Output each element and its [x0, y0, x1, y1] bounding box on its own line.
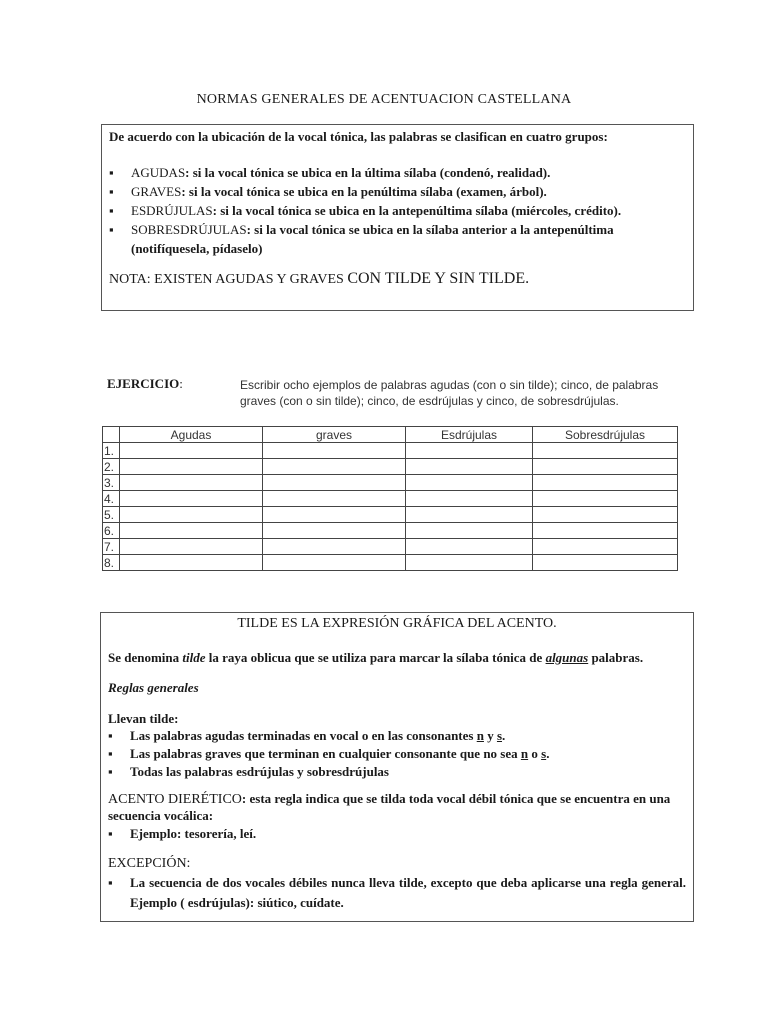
- answer-cell[interactable]: [533, 475, 678, 491]
- list-item: [108, 745, 686, 763]
- row-number: 6.: [103, 523, 120, 539]
- tilde-definition: [108, 649, 686, 666]
- rule-text: Todas las palabras esdrújulas y sobresdrújulas: [130, 764, 389, 779]
- answer-cell[interactable]: [120, 523, 263, 539]
- table-row: [103, 555, 678, 571]
- answer-cell[interactable]: [120, 491, 263, 507]
- rule-text: o: [528, 746, 542, 761]
- answer-cell[interactable]: [120, 459, 263, 475]
- answer-cell[interactable]: [533, 491, 678, 507]
- acento-example-list: [108, 824, 686, 843]
- exception-list: [108, 873, 686, 913]
- answer-cell[interactable]: [263, 555, 406, 571]
- column-header-sobresdrujulas: Sobresdrújulas: [533, 427, 678, 443]
- definition-emphasis: algunas: [545, 650, 589, 665]
- exercise-table: [102, 426, 678, 571]
- general-rules-heading: Reglas generales: [108, 680, 199, 695]
- answer-cell[interactable]: [533, 443, 678, 459]
- definition-text: la raya oblicua que se utiliza para marcar la sílaba tónica de: [205, 650, 546, 665]
- exercise-label: [107, 376, 183, 392]
- note-text: NOTA: EXISTEN AGUDAS Y GRAVES: [109, 272, 348, 287]
- answer-cell[interactable]: [263, 507, 406, 523]
- list-item: [109, 201, 686, 220]
- row-number: 1.: [103, 443, 120, 459]
- rule-text: .: [502, 728, 506, 743]
- acento-dieretico: [108, 791, 686, 824]
- note: [109, 270, 686, 288]
- rule-text: .: [546, 746, 550, 761]
- table-row: [103, 523, 678, 539]
- exercise-colon: :: [179, 376, 183, 391]
- rule-text: y: [483, 728, 497, 743]
- answer-cell[interactable]: [533, 555, 678, 571]
- note-emphasis: CON TILDE Y SIN TILDE.: [347, 270, 530, 287]
- term-label: GRAVES: [131, 184, 182, 199]
- exercise-instructions: Escribir ocho ejemplos de palabras agudas (con o sin tilde); cinco, de palabras graves (con o sin tilde); cinco, de esdrújulas y cinco, de sobresdrújulas.: [240, 378, 659, 408]
- tilde-rules-box: [100, 612, 694, 922]
- definition-text: palabras.: [588, 650, 644, 665]
- example-text: Ejemplo: tesorería, leí.: [130, 826, 257, 841]
- exercise-title: EJERCICIO: [107, 376, 180, 391]
- row-number: 8.: [103, 555, 120, 571]
- answer-cell[interactable]: [406, 555, 533, 571]
- row-number: 5.: [103, 507, 120, 523]
- table-row: [103, 491, 678, 507]
- classification-intro: De acuerdo con la ubicación de la vocal tónica, las palabras se clasifican en cuatro grupos:: [109, 129, 608, 144]
- row-number: 2.: [103, 459, 120, 475]
- list-item: [108, 727, 686, 745]
- table-row: [103, 475, 678, 491]
- list-item: [109, 182, 686, 201]
- list-item: [109, 163, 686, 182]
- definition-text: Se denomina: [108, 650, 183, 665]
- row-number-header: [103, 427, 120, 443]
- exception-text: La secuencia de dos vocales débiles nunca lleva tilde, excepto que deba aplicarse una regla general. Ejemplo ( esdrújulas): siútico, cuídate.: [130, 875, 686, 910]
- acento-heading: ACENTO DIERÉTICO: [108, 792, 242, 807]
- answer-cell[interactable]: [263, 491, 406, 507]
- column-header-esdrujulas: Esdrújulas: [406, 427, 533, 443]
- column-header-agudas: Agudas: [120, 427, 263, 443]
- term-description: : si la vocal tónica se ubica en la sílaba anterior a la antepenúltima (notifíquesela, pídaselo): [131, 222, 614, 256]
- list-item: [109, 220, 686, 258]
- term-description: : si la vocal tónica se ubica en la antepenúltima sílaba (miércoles, crédito).: [212, 203, 622, 218]
- classification-list: [109, 163, 686, 258]
- rule-letter: n: [520, 746, 529, 761]
- row-number: 4.: [103, 491, 120, 507]
- table-row: [103, 459, 678, 475]
- answer-cell[interactable]: [120, 539, 263, 555]
- answer-cell[interactable]: [120, 443, 263, 459]
- answer-cell[interactable]: [406, 475, 533, 491]
- answer-cell[interactable]: [533, 459, 678, 475]
- term-label: AGUDAS: [131, 165, 186, 180]
- term-label: ESDRÚJULAS: [131, 203, 213, 218]
- answer-cell[interactable]: [533, 507, 678, 523]
- answer-cell[interactable]: [263, 459, 406, 475]
- term-description: : si la vocal tónica se ubica en la penúltima sílaba (examen, árbol).: [181, 184, 547, 199]
- answer-cell[interactable]: [406, 459, 533, 475]
- answer-cell[interactable]: [120, 555, 263, 571]
- answer-cell[interactable]: [263, 443, 406, 459]
- answer-cell[interactable]: [406, 507, 533, 523]
- row-number: 3.: [103, 475, 120, 491]
- answer-cell[interactable]: [263, 475, 406, 491]
- table-row: [103, 507, 678, 523]
- classification-box: [101, 124, 694, 311]
- answer-cell[interactable]: [120, 475, 263, 491]
- answer-cell[interactable]: [406, 491, 533, 507]
- answer-cell[interactable]: [533, 523, 678, 539]
- column-header-graves: graves: [263, 427, 406, 443]
- answer-cell[interactable]: [406, 443, 533, 459]
- table-header-row: [103, 427, 678, 443]
- row-number: 7.: [103, 539, 120, 555]
- answer-cell[interactable]: [533, 539, 678, 555]
- rule-text: Las palabras agudas terminadas en vocal o en las consonantes: [130, 728, 477, 743]
- rule-letter: s: [541, 746, 547, 761]
- list-item: [108, 763, 686, 781]
- definition-term: tilde: [182, 650, 206, 665]
- tilde-rules-list: [108, 727, 686, 781]
- table-row: [103, 443, 678, 459]
- table-row: [103, 539, 678, 555]
- document-title: NORMAS GENERALES DE ACENTUACION CASTELLANA: [196, 92, 572, 107]
- acento-text: : esta regla indica que se tilda toda vocal débil tónica que se encuentra en una secuencia vocálica:: [108, 791, 671, 823]
- answer-cell[interactable]: [263, 539, 406, 555]
- answer-cell[interactable]: [120, 507, 263, 523]
- term-description: : si la vocal tónica se ubica en la última sílaba (condenó, realidad).: [185, 165, 551, 180]
- llevan-tilde-label: Llevan tilde:: [108, 711, 179, 726]
- answer-cell[interactable]: [406, 523, 533, 539]
- list-item: [108, 824, 686, 843]
- answer-cell[interactable]: [263, 523, 406, 539]
- exception-heading: EXCEPCIÓN:: [108, 856, 191, 871]
- answer-cell[interactable]: [406, 539, 533, 555]
- tilde-section-title: TILDE ES LA EXPRESIÓN GRÁFICA DEL ACENTO.: [237, 616, 557, 631]
- rule-letter: s: [496, 728, 503, 743]
- list-item: [108, 873, 686, 913]
- rule-text: Las palabras graves que terminan en cualquier consonante que no sea: [130, 746, 521, 761]
- rule-letter: n: [476, 728, 484, 743]
- term-label: SOBRESDRÚJULAS: [131, 222, 247, 237]
